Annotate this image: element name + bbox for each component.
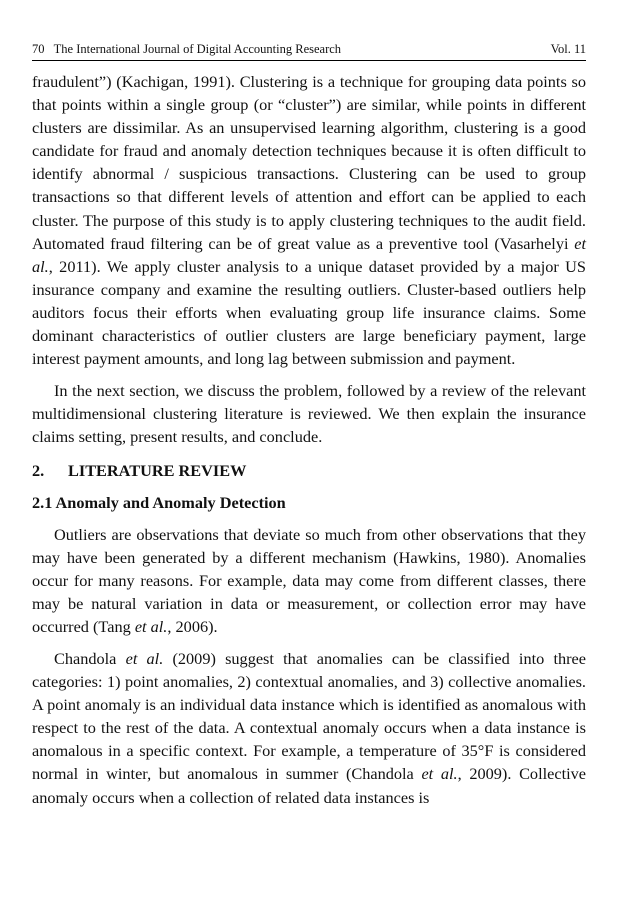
page-body bbox=[32, 70, 586, 809]
text-run: , 2009). Collective anomaly occurs when a collection of related data instances is bbox=[32, 764, 586, 807]
text-run: , 2011). We apply cluster analysis to a unique dataset provided by a major US insurance company and examine the resulting outliers. Cluster-based outliers help auditors focus their efforts when evaluating group life insurance claims. Some dominant characteristics of outlier clusters are large beneficiary payment, large interest payment amounts, and long lag between submission and payment. bbox=[32, 256, 586, 369]
text-run: Outliers are observations that deviate so much from other observations that they may have been generated by a different mechanism (Hawkins, 1980). Anomalies occur for many reasons. For example, data may come from different classes, there may be natural variation in data or measurement, or collection error may have occurred (Tang bbox=[32, 524, 586, 636]
text-run: Chandola bbox=[54, 648, 126, 668]
text-run-italic: et al. bbox=[421, 764, 458, 784]
section-heading bbox=[32, 459, 586, 482]
header-journal-title: 70 The International Journal of Digital Accounting Research bbox=[32, 42, 342, 56]
paragraph-intro-continued bbox=[32, 70, 586, 370]
paragraph-anomaly-categories bbox=[32, 647, 586, 809]
paragraph-outliers bbox=[32, 523, 586, 638]
header-volume: Vol. 11 bbox=[550, 42, 586, 56]
text-run: fraudulent”) (Kachigan, 1991). Clustering is a technique for grouping data points so that points within a single group (or “cluster”) are similar, while points in different clusters are dissimilar. As an unsupervised learning algorithm, clustering is a good candidate for fraud and anomaly detection techniques because it is often difficult to identify abnormal / suspicious transactions. Clustering can be used to group transactions so that different levels of attention and effort can be applied to each cluster. The purpose of this study is to apply clustering techniques to the audit field. Automated fraud filtering can be of great value as a preventive tool (Vasarhelyi bbox=[32, 72, 586, 253]
subsection-heading: 2.1 Anomaly and Anomaly Detection bbox=[32, 492, 286, 512]
running-header bbox=[32, 40, 586, 61]
text-run: , 2006). bbox=[167, 616, 218, 636]
text-run-italic: et al. bbox=[32, 233, 586, 276]
paragraph-outline: In the next section, we discuss the problem, followed by a review of the relevant multidimensional clustering literature is reviewed. We then explain the insurance claims setting, present results, and conclude. bbox=[32, 381, 586, 447]
section-number: 2. bbox=[32, 460, 45, 480]
text-run-italic: et al. bbox=[134, 616, 168, 636]
text-run-italic: et al. bbox=[125, 648, 164, 668]
section-title: LITERATURE REVIEW bbox=[68, 460, 247, 480]
text-run: (2009) suggest that anomalies can be classified into three categories: 1) point anomalies, 2) contextual anomalies, and 3) collective anomalies. A point anomaly is an individual data instance which is identified as anomalous with respect to the rest of the data. A contextual anomaly occurs when a data instance is anomalous in a specific context. For example, a temperature of 35°F is considered normal in winter, but anomalous in summer (Chandola bbox=[32, 648, 586, 784]
